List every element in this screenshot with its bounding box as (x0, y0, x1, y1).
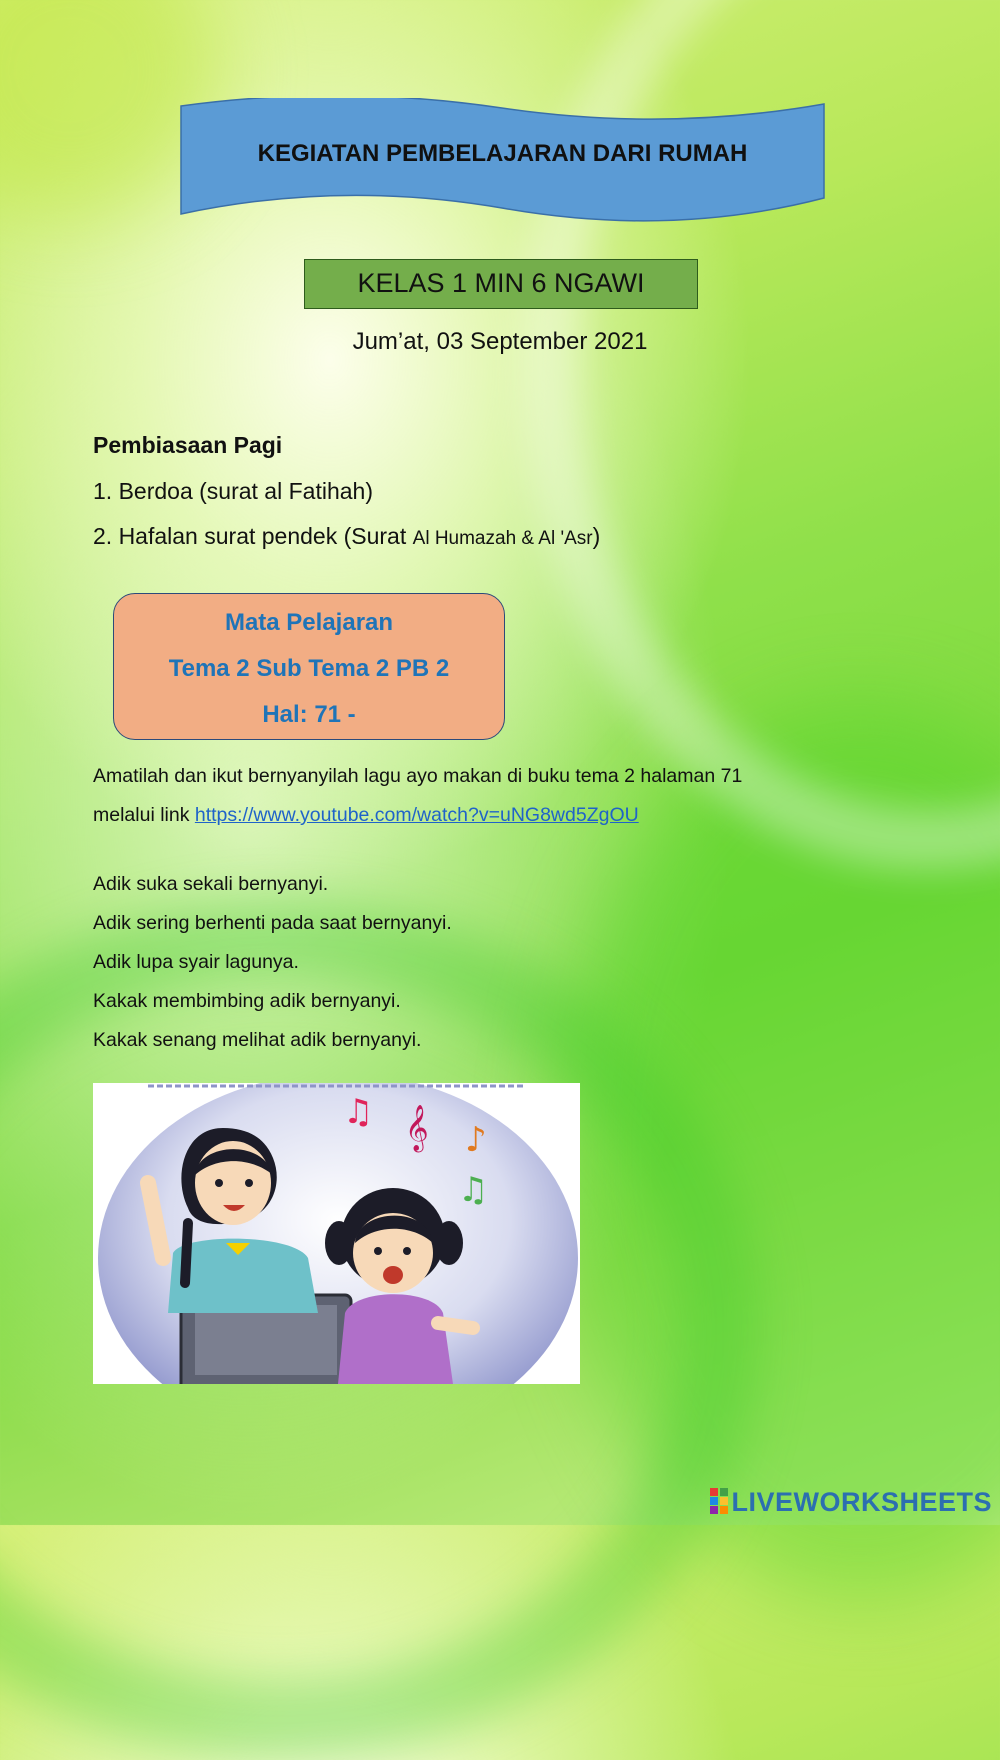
story-line: Adik sering berhenti pada saat bernyanyi. (93, 912, 452, 934)
habit-item-surah: Al Humazah & Al 'Asr (412, 528, 593, 549)
story-line: Kakak membimbing adik bernyanyi. (93, 990, 401, 1012)
subject-box (113, 593, 505, 740)
instruction-prefix: melalui link (93, 804, 195, 826)
background-glow (560, 700, 1000, 1600)
class-label: KELAS 1 MIN 6 NGAWI (304, 259, 698, 309)
habits-title: Pembiasaan Pagi (93, 432, 283, 458)
subject-heading: Mata Pelajaran (224, 609, 394, 636)
music-note-icon: ♫ (458, 1170, 489, 1210)
instruction-line (93, 804, 639, 827)
story-line: Kakak senang melihat adik bernyanyi. (93, 1029, 422, 1051)
liveworksheets-watermark (710, 1487, 992, 1518)
youtube-link[interactable]: https://www.youtube.com/watch?v=uNG8wd5ZgOU (194, 804, 639, 826)
music-note-icon: 𝄞 (405, 1105, 429, 1151)
habit-item (93, 523, 600, 550)
title-banner (180, 98, 825, 238)
illustration-singing-children (93, 1083, 580, 1384)
subject-page: Hal: 71 - (262, 701, 356, 728)
page-title: KEGIATAN PEMBELAJARAN DARI RUMAH (257, 140, 748, 167)
music-note-icon: ♫ (343, 1092, 374, 1132)
subject-theme: Tema 2 Sub Tema 2 PB 2 (168, 655, 450, 682)
story-line: Adik lupa syair lagunya. (93, 951, 299, 973)
habit-item-text: 2. Hafalan surat pendek (Surat (93, 523, 413, 549)
date-text: Jum’at, 03 September 2021 (352, 328, 648, 355)
liveworksheets-logo-icon (710, 1488, 728, 1514)
habit-item-end: ) (592, 523, 601, 549)
habit-item: 1. Berdoa (surat al Fatihah) (93, 478, 373, 504)
watermark-text: LIVEWORKSHEETS (731, 1487, 992, 1517)
instruction-line: Amatilah dan ikut bernyanyilah lagu ayo makan di buku tema 2 halaman 71 (93, 765, 743, 787)
music-note-icon: ♪ (465, 1120, 487, 1160)
story-line: Adik suka sekali bernyanyi. (93, 873, 329, 895)
